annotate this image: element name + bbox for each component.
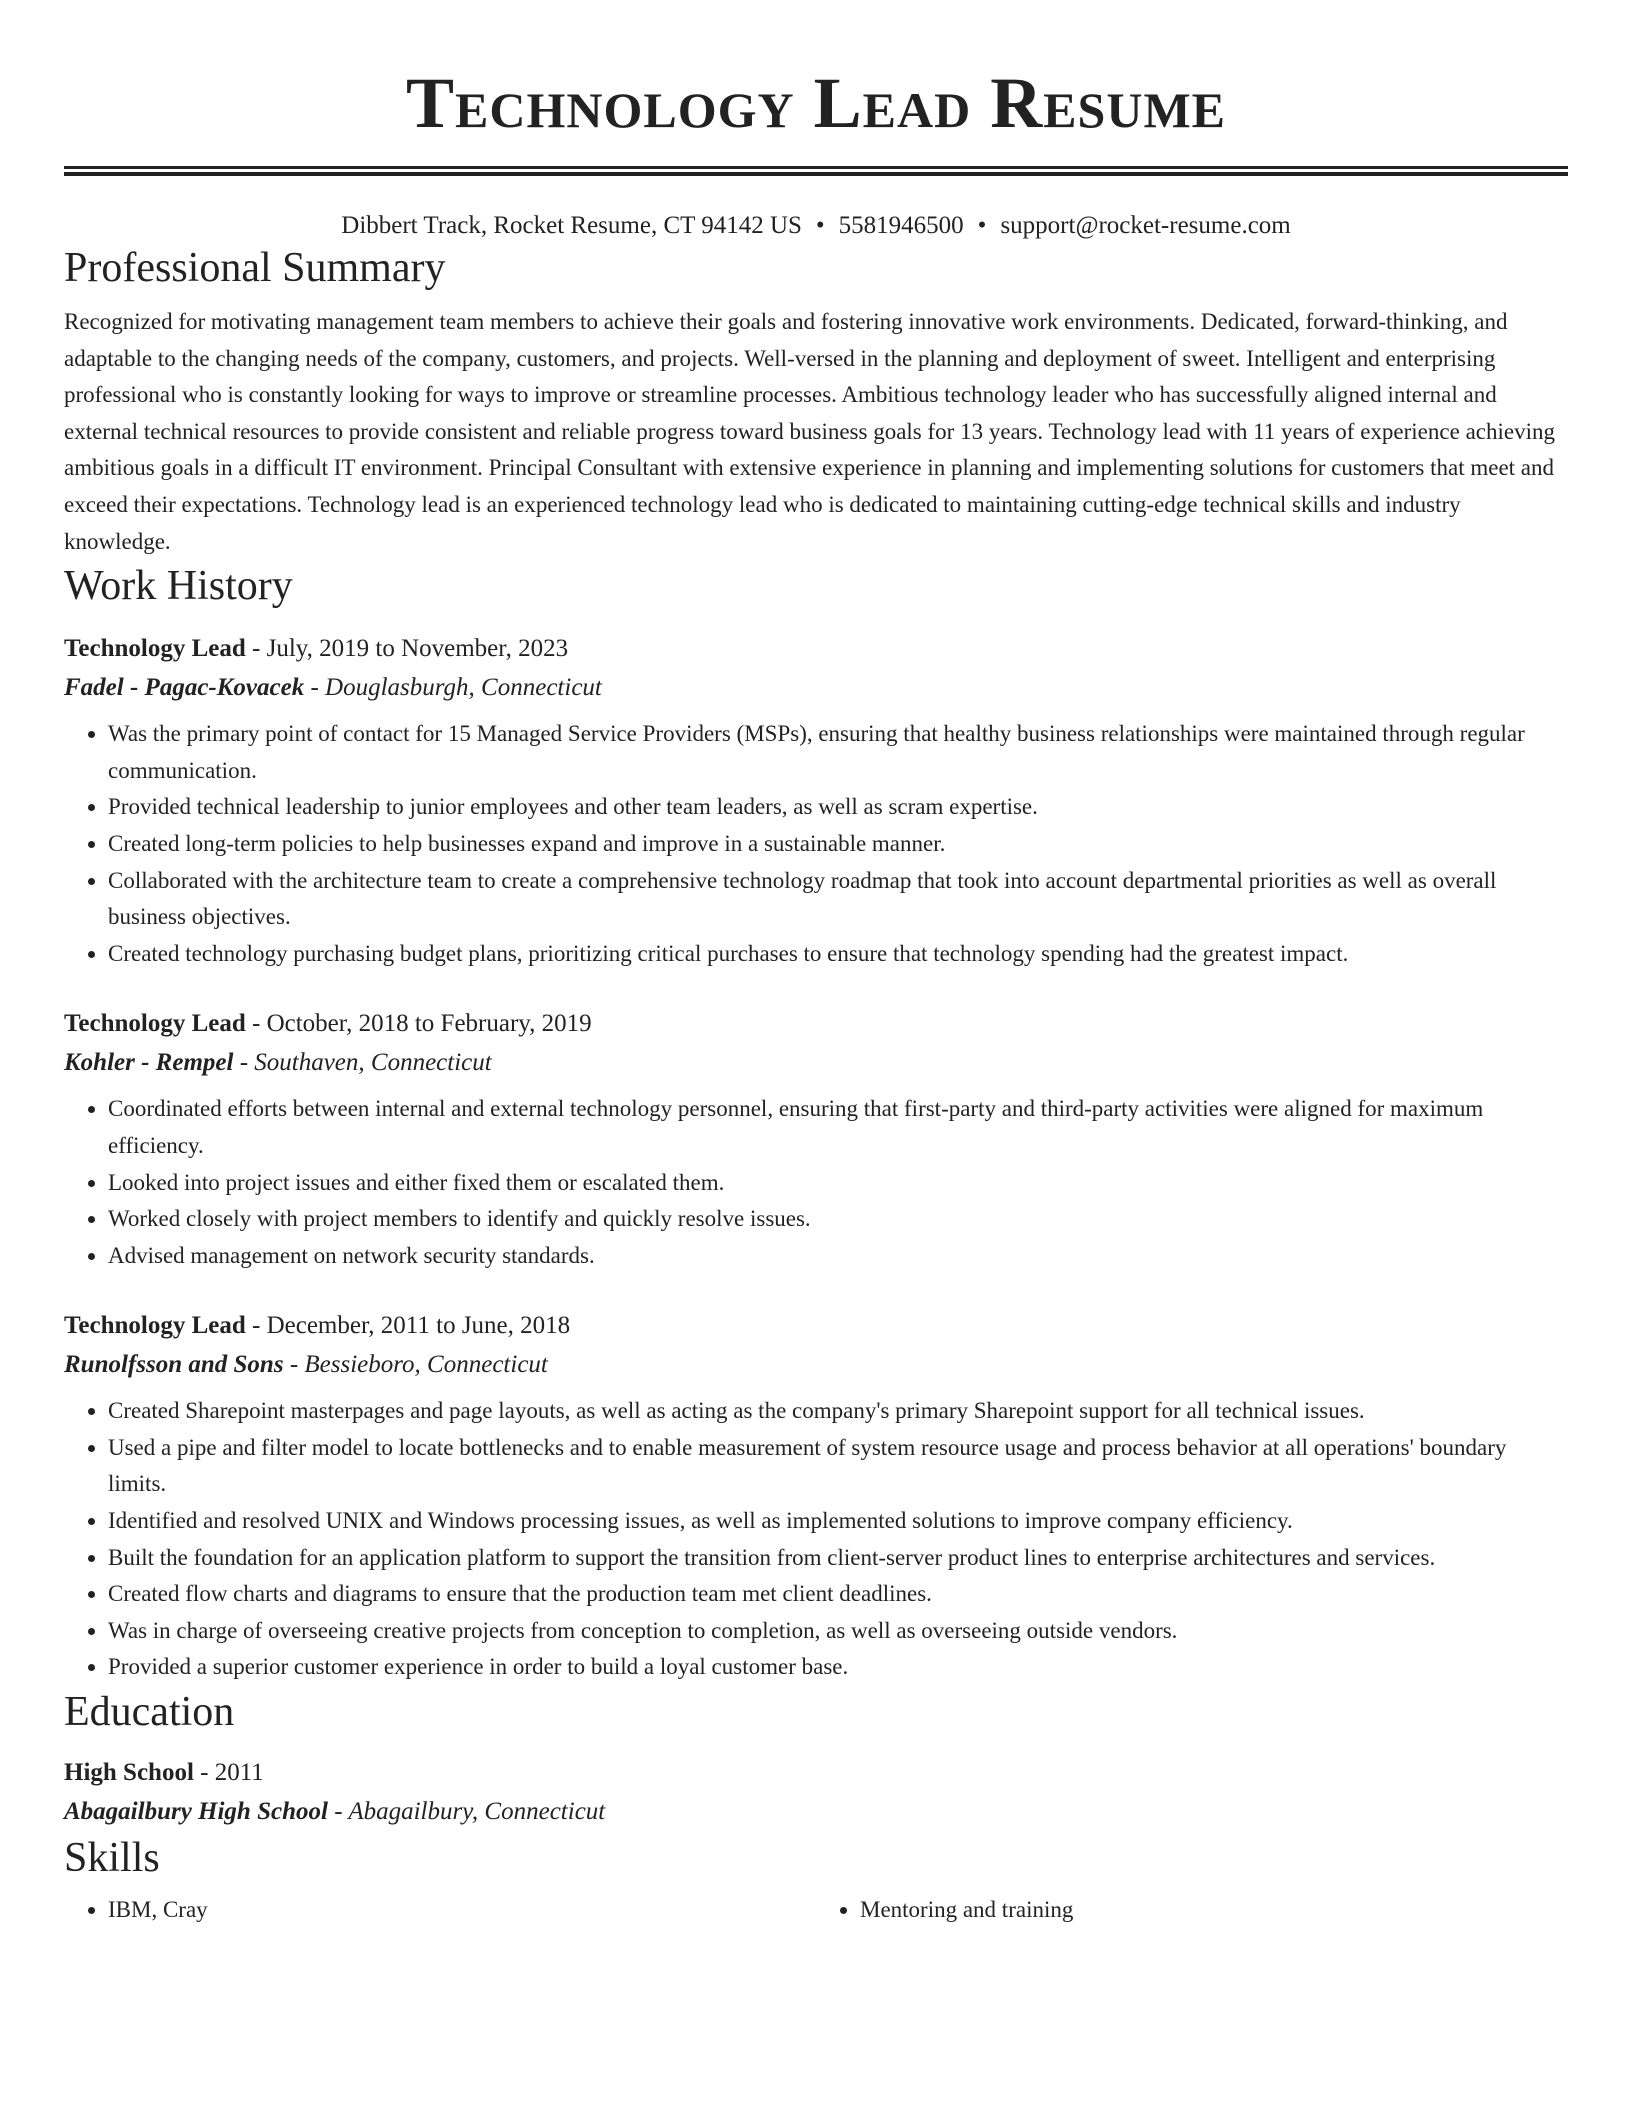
job-location: - Bessieboro, Connecticut [283,1351,548,1379]
contact-line [64,210,1568,242]
job-company: Fadel - Pagac-Kovacek [64,674,305,702]
job-dates: - July, 2019 to November, 2023 [245,635,569,663]
job-bullet: • Created Sharepoint masterpages and page layouts, as well as acting as the company's primary Sharepoint support for all technical issues. [108,1393,1568,1430]
job-company-line [64,1043,1568,1083]
job-entry [64,1307,1568,1686]
contact-separator: • [815,212,825,239]
job-company-line [64,1345,1568,1385]
job-bullets [64,1393,1568,1686]
contact-phone: 5581946500 [838,212,964,239]
job-bullet: • Advised management on network security standards. [108,1238,1568,1275]
job-dates: - December, 2011 to June, 2018 [245,1312,571,1340]
education-school: Abagailbury High School [64,1798,328,1826]
contact-address: Dibbert Track, Rocket Resume, CT 94142 US [341,212,802,239]
job-bullet: • Built the foundation for an application platform to support the transition from client-server product lines to enterprise architectures and services. [108,1540,1568,1577]
job-bullet: • Provided technical leadership to junior employees and other team leaders, as well as scram expertise. [108,789,1568,826]
job-bullet: • Provided a superior customer experience in order to build a loyal customer base. [108,1649,1568,1686]
job-bullet: • Was in charge of overseeing creative projects from conception to completion, as well as overseeing outside vendors. [108,1613,1568,1650]
job-location: - Southaven, Connecticut [233,1049,492,1077]
job-company: Kohler - Rempel [64,1049,234,1077]
job-location: - Douglasburgh, Connecticut [304,674,602,702]
job-role: Technology Lead [64,1010,246,1038]
job-bullet: • Created technology purchasing budget plans, prioritizing critical purchases to ensure that technology spending had the greatest impact. [108,936,1568,973]
job-bullet: • Worked closely with project members to identify and quickly resolve issues. [108,1201,1568,1238]
job-entry [64,630,1568,972]
skill-item: • Mentoring and training [860,1892,1568,1928]
contact-separator: • [977,212,987,239]
job-entry [64,1005,1568,1274]
work-history-heading: Work History [64,563,293,610]
education-heading: Education [64,1689,235,1736]
skill-item: • IBM, Cray [108,1892,816,1928]
education-year: - 2011 [193,1759,264,1787]
job-bullet: • Looked into project issues and either fixed them or escalated them. [108,1165,1568,1202]
job-bullet: • Identified and resolved UNIX and Windows processing issues, as well as implemented solutions to improve company efficiency. [108,1503,1568,1540]
education-degree-line [64,1754,1568,1792]
job-bullet: • Coordinated efforts between internal and external technology personnel, ensuring that first-party and third-party activities were aligned for maximum efficiency. [108,1091,1568,1164]
job-company-line [64,668,1568,708]
education-entry [64,1754,1568,1832]
skills-heading: Skills [64,1835,160,1882]
education-school-line [64,1792,1568,1832]
summary-heading: Professional Summary [64,245,446,291]
job-bullet: • Used a pipe and filter model to locate bottlenecks and to enable measurement of system resource usage and process behavior at all operations' boundary limits. [108,1430,1568,1503]
education-location: - Abagailbury, Connecticut [327,1798,606,1826]
job-title-line [64,630,1568,668]
job-role: Technology Lead [64,1312,246,1340]
education-degree: High School [64,1759,194,1787]
job-title-line [64,1005,1568,1043]
job-role: Technology Lead [64,635,246,663]
job-dates: - October, 2018 to February, 2019 [245,1010,592,1038]
job-company: Runolfsson and Sons [64,1351,284,1379]
job-title-line [64,1307,1568,1345]
job-bullet: • Collaborated with the architecture team to create a comprehensive technology roadmap that took into account departmental priorities as well as overall business objectives. [108,863,1568,936]
contact-email: support@rocket-resume.com [1000,212,1291,239]
skills-column-left [64,1892,816,1928]
resume-title: Technology Lead Resume [405,63,1226,143]
skills-column-right [816,1892,1568,1928]
job-bullets [64,716,1568,972]
job-bullets [64,1091,1568,1274]
summary-text: Recognized for motivating management team members to achieve their goals and fostering innovative work environments. Dedicated, forward-thinking, and adaptable to the changing needs of the company, customers, and projects. Well-versed in the planning and deployment of sweet. Intelligent and enterprising professional who is constantly looking for ways to improve or streamline processes. Ambitious technology leader who has successfully aligned internal and external technical resources to provide consistent and reliable progress toward business goals for 13 years. Technology lead with 11 years of experience achieving ambitious goals in a difficult IT environment. Principal Consultant with extensive experience in planning and implementing solutions for customers that meet and exceed their expectations. Technology lead is an experienced technology lead who is dedicated to maintaining cutting-edge technical skills and industry knowledge. [64,309,1555,554]
title-divider [64,166,1568,176]
job-bullet: • Created long-term policies to help businesses expand and improve in a sustainable manner. [108,826,1568,863]
skills-list [64,1892,1568,1928]
job-bullet: • Was the primary point of contact for 15 Managed Service Providers (MSPs), ensuring that healthy business relationships were maintained through regular communication. [108,716,1568,789]
job-bullet: • Created flow charts and diagrams to ensure that the production team met client deadlines. [108,1576,1568,1613]
